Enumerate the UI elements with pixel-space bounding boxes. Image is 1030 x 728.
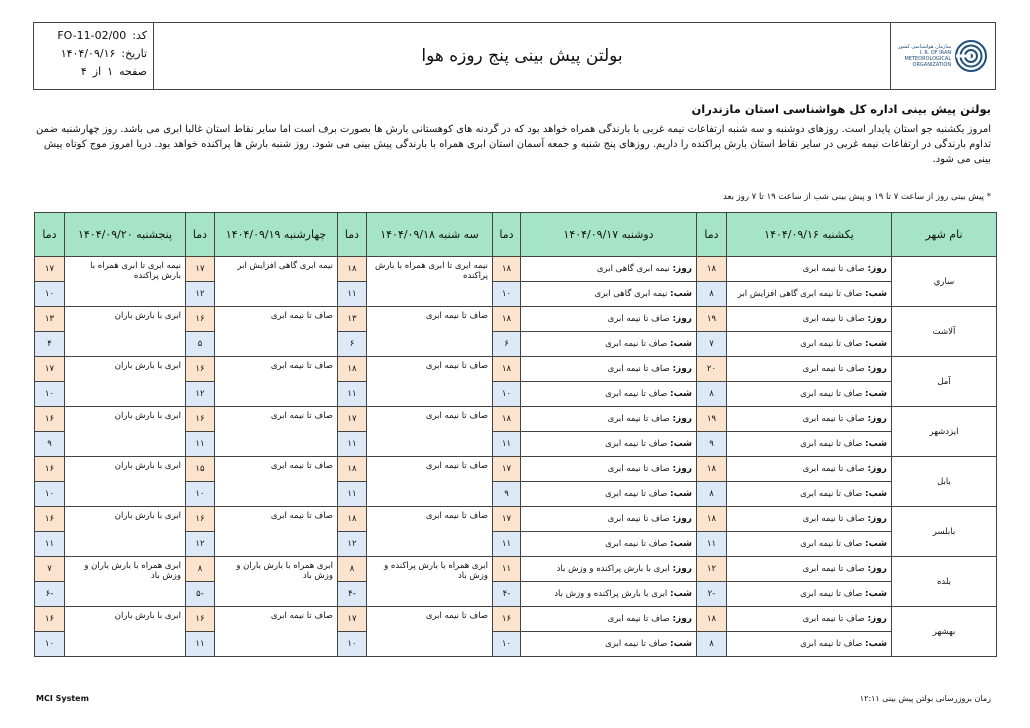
max-temp: ۷ [35, 557, 65, 582]
day-forecast [727, 357, 892, 382]
period-label: شب: [670, 289, 692, 299]
period-label: روز: [672, 564, 692, 574]
min-temp: ۸ [697, 382, 727, 407]
max-temp: ۱۶ [186, 307, 215, 332]
min-temp: ۱۱ [35, 532, 65, 557]
period-label: روز: [867, 614, 887, 624]
min-temp: -۶ [35, 582, 65, 607]
day-forecast [727, 407, 892, 432]
period-label: شب: [670, 389, 692, 399]
day-forecast [521, 557, 697, 582]
night-forecast [521, 632, 697, 657]
min-temp: -۴ [493, 582, 521, 607]
max-temp: ۱۳ [35, 307, 65, 332]
max-temp: ۱۸ [697, 457, 727, 482]
max-temp: ۱۷ [35, 357, 65, 382]
forecast-text: ابری با بارش باران [65, 307, 186, 357]
min-temp: ۸ [697, 282, 727, 307]
min-temp: ۱۱ [493, 432, 521, 457]
forecast-text: صاف تا نیمه ابری [367, 407, 493, 457]
min-temp: ۶ [493, 332, 521, 357]
max-temp: ۱۸ [493, 357, 521, 382]
night-forecast [521, 282, 697, 307]
max-temp: ۲۰ [697, 357, 727, 382]
city-name: آلاشت [892, 307, 997, 357]
day-header-tuesday: سه شنبه ۱۴۰۴/۰۹/۱۸ [367, 213, 493, 257]
min-temp: -۴ [338, 582, 367, 607]
min-temp: ۱۰ [186, 482, 215, 507]
period-label: روز: [672, 514, 692, 524]
footer [36, 694, 991, 703]
forecast-text: صاف تا نیمه ابری [367, 307, 493, 357]
period-label: شب: [865, 639, 887, 649]
night-forecast [727, 632, 892, 657]
max-temp: ۱۶ [35, 507, 65, 532]
forecast-text: صاف تا نیمه ابری [605, 439, 668, 449]
min-temp: ۱۲ [186, 282, 215, 307]
forecast-text: ابری با بارش باران [65, 357, 186, 407]
max-temp: ۱۹ [697, 307, 727, 332]
min-temp: ۱۱ [493, 532, 521, 557]
max-temp: ۱۶ [186, 407, 215, 432]
period-label: شب: [865, 339, 887, 349]
min-temp: ۹ [35, 432, 65, 457]
city-column-header: نام شهر [892, 213, 997, 257]
max-temp: ۱۵ [186, 457, 215, 482]
table-row [35, 307, 997, 332]
forecast-text: صاف تا نیمه ابری [800, 339, 863, 349]
max-temp: ۱۶ [35, 607, 65, 632]
city-name: بابلسر [892, 507, 997, 557]
day-forecast [727, 507, 892, 532]
forecast-text: صاف تا نیمه ابری [215, 607, 338, 657]
page-label: صفحه [119, 65, 147, 78]
min-temp: ۹ [493, 482, 521, 507]
period-label: روز: [672, 314, 692, 324]
bulletin-summary [36, 102, 991, 167]
forecast-text: نیمه ابری گاهی ابری [594, 289, 668, 299]
city-name: بهشهر [892, 607, 997, 657]
min-temp: ۹ [697, 432, 727, 457]
min-temp: ۱۰ [35, 632, 65, 657]
day-forecast [521, 407, 697, 432]
forecast-text: صاف تا نیمه ابری [215, 357, 338, 407]
day-forecast [727, 457, 892, 482]
forecast-text: صاف تا نیمه ابری [607, 414, 670, 424]
forecast-text: صاف تا نیمه ابری [605, 639, 668, 649]
max-temp: ۱۸ [338, 457, 367, 482]
min-temp: ۵ [186, 332, 215, 357]
min-temp: -۵ [186, 582, 215, 607]
min-temp: ۱۱ [338, 282, 367, 307]
forecast-text: نیمه ابری گاهی ابری [596, 264, 670, 274]
day-forecast [521, 257, 697, 282]
forecast-text: صاف تا نیمه ابری [215, 307, 338, 357]
min-temp: ۱۰ [493, 632, 521, 657]
period-label: شب: [670, 339, 692, 349]
update-time: زمان بروزرسانی بولتن پیش بینی ۱۲:۱۱ [859, 694, 991, 703]
forecast-text: صاف تا نیمه ابری [802, 564, 865, 574]
max-temp: ۱۸ [338, 357, 367, 382]
forecast-text: صاف تا نیمه ابری [367, 357, 493, 407]
period-label: شب: [865, 589, 887, 599]
system-name: MCI System [36, 694, 89, 703]
max-temp: ۱۷ [493, 457, 521, 482]
forecast-text: نیمه ابری گاهی افزایش ابر [215, 257, 338, 307]
forecast-text: ابری با بارش باران [65, 507, 186, 557]
max-temp: ۱۸ [493, 307, 521, 332]
page-title: بولتن پیش بینی پنج روزه هوا [421, 46, 623, 66]
max-temp: ۱۷ [338, 407, 367, 432]
day-forecast [727, 257, 892, 282]
forecast-text: صاف تا نیمه ابری [367, 507, 493, 557]
min-temp: ۱۱ [338, 432, 367, 457]
forecast-text: صاف تا نیمه ابری گاهی افزایش ابر [737, 289, 863, 299]
forecast-text: ابری با بارش باران [65, 457, 186, 507]
max-temp: ۱۶ [493, 607, 521, 632]
temp-header: دما [338, 213, 367, 257]
city-name: آمل [892, 357, 997, 407]
forecast-text: صاف تا نیمه ابری [367, 457, 493, 507]
max-temp: ۱۸ [697, 607, 727, 632]
night-forecast [727, 282, 892, 307]
bulletin-body: امروز یکشنبه جو استان پایدار است. روزهای دوشنبه و سه شنبه ارتفاعات نیمه غربی با بارندگی همراه خواهد بود که در گردنه های کوهستانی بارش ها بصورت برف است اما سایر نقاط استان غالبا ابری می باشد. روز چهارشنبه ضمن تداوم بارندگی در ارتفاعات نیمه غربی در سایر نقاط استان بارش پراکنده را داریم. روزهای پنج شنبه و جمعه آسمان استان ابری همراه با بارندگی پیش بینی می شود. روز شنبه بارش ها پراکنده خواهد بود. دریا امروز موج کوتاه پیش بینی می شود. [36, 124, 991, 165]
max-temp: ۱۶ [186, 507, 215, 532]
day-forecast [521, 457, 697, 482]
forecast-text: صاف تا نیمه ابری [802, 364, 865, 374]
table-row [35, 257, 997, 282]
period-label: روز: [672, 614, 692, 624]
min-temp: ۱۰ [493, 382, 521, 407]
min-temp: ۱۰ [338, 632, 367, 657]
document-meta [34, 23, 154, 89]
max-temp: ۱۷ [35, 257, 65, 282]
forecast-text: ابری همراه با بارش باران و وزش باد [215, 557, 338, 607]
table-header-row [35, 213, 997, 257]
max-temp: ۸ [186, 557, 215, 582]
day-header-thursday: پنجشنبه ۱۴۰۴/۰۹/۲۰ [65, 213, 186, 257]
period-label: روز: [867, 464, 887, 474]
min-temp: ۱۰ [35, 482, 65, 507]
forecast-text: صاف تا نیمه ابری [802, 264, 865, 274]
forecast-text: صاف تا نیمه ابری [607, 464, 670, 474]
temp-header: دما [186, 213, 215, 257]
table-row [35, 507, 997, 532]
forecast-text: صاف تا نیمه ابری [802, 514, 865, 524]
bulletin-title: بولتن پیش بینی اداره کل هواشناسی استان مازندران [691, 102, 991, 116]
period-label: روز: [672, 264, 692, 274]
temp-header: دما [493, 213, 521, 257]
forecast-text: صاف تا نیمه ابری [605, 539, 668, 549]
forecast-text: صاف تا نیمه ابری [367, 607, 493, 657]
forecast-text: نیمه ابری تا ابری همراه با بارش پراکنده [65, 257, 186, 307]
max-temp: ۱۷ [493, 507, 521, 532]
date-label: تاریخ: [121, 47, 147, 60]
day-forecast [727, 557, 892, 582]
night-forecast [727, 482, 892, 507]
table-row [35, 457, 997, 482]
day-forecast [521, 357, 697, 382]
forecast-text: صاف تا نیمه ابری [605, 489, 668, 499]
day-header-sunday: یکشنبه ۱۴۰۴/۰۹/۱۶ [727, 213, 892, 257]
min-temp: ۱۰ [493, 282, 521, 307]
forecast-text: صاف تا نیمه ابری [605, 339, 668, 349]
min-temp: ۱۱ [338, 482, 367, 507]
period-label: روز: [867, 414, 887, 424]
forecast-text: صاف تا نیمه ابری [802, 414, 865, 424]
day-header-wednesday: چهارشنبه ۱۴۰۴/۰۹/۱۹ [215, 213, 338, 257]
forecast-text: صاف تا نیمه ابری [215, 457, 338, 507]
forecast-text: صاف تا نیمه ابری [607, 314, 670, 324]
forecast-text: صاف تا نیمه ابری [607, 364, 670, 374]
forecast-text: ابری با بارش باران [65, 407, 186, 457]
min-temp: ۱۱ [338, 382, 367, 407]
forecast-text: ابری با بارش باران [65, 607, 186, 657]
table-row [35, 407, 997, 432]
forecast-text: صاف تا نیمه ابری [607, 614, 670, 624]
city-name: بلده [892, 557, 997, 607]
min-temp: ۷ [697, 332, 727, 357]
forecast-text: ابری همراه با بارش پراکنده و وزش باد [367, 557, 493, 607]
date-value: ۱۴۰۴/۰۹/۱۶ [60, 47, 116, 60]
page-value: ۱ [107, 65, 114, 78]
night-forecast [521, 532, 697, 557]
period-label: روز: [867, 264, 887, 274]
city-name: ساري [892, 257, 997, 307]
table-row [35, 607, 997, 632]
forecast-text: نیمه ابری تا ابری همراه با بارش پراکنده [367, 257, 493, 307]
period-label: روز: [867, 514, 887, 524]
max-temp: ۱۸ [697, 257, 727, 282]
logo [890, 23, 995, 89]
night-forecast [521, 482, 697, 507]
logo-text: سازمان هواشناسی کشور I. R. OF IRAN METEOROLOGICAL ORGANIZATION [897, 44, 952, 68]
bulletin-header [33, 22, 996, 90]
forecast-text: صاف تا نیمه ابری [802, 314, 865, 324]
temp-header: دما [697, 213, 727, 257]
min-temp: ۱۲ [186, 532, 215, 557]
night-forecast [727, 582, 892, 607]
forecast-time-note: * پیش بینی روز از ساعت ۷ تا ۱۹ و پیش بینی شب از ساعت ۱۹ تا ۷ روز بعد [723, 192, 991, 202]
forecast-text: صاف تا نیمه ابری [800, 639, 863, 649]
city-name: بابل [892, 457, 997, 507]
period-label: روز: [867, 364, 887, 374]
max-temp: ۱۹ [697, 407, 727, 432]
period-label: روز: [672, 414, 692, 424]
meteorological-organization-logo-icon [954, 39, 988, 73]
night-forecast [521, 582, 697, 607]
max-temp: ۱۸ [493, 407, 521, 432]
min-temp: ۱۰ [35, 282, 65, 307]
code-value: FO-11-02/00 [57, 29, 127, 42]
period-label: روز: [672, 364, 692, 374]
min-temp: ۱۰ [35, 382, 65, 407]
period-label: شب: [865, 439, 887, 449]
min-temp: ۸ [697, 482, 727, 507]
night-forecast [727, 432, 892, 457]
day-forecast [521, 507, 697, 532]
temp-header: دما [35, 213, 65, 257]
forecast-text: صاف تا نیمه ابری [800, 589, 863, 599]
forecast-text: صاف تا نیمه ابری [605, 389, 668, 399]
min-temp: ۱۲ [186, 382, 215, 407]
day-forecast [727, 307, 892, 332]
max-temp: ۱۶ [35, 457, 65, 482]
night-forecast [727, 382, 892, 407]
max-temp: ۸ [338, 557, 367, 582]
max-temp: ۱۲ [697, 557, 727, 582]
period-label: شب: [670, 539, 692, 549]
period-label: شب: [670, 489, 692, 499]
min-temp: ۱۱ [186, 432, 215, 457]
period-label: روز: [672, 464, 692, 474]
forecast-text: صاف تا نیمه ابری [800, 389, 863, 399]
period-label: شب: [865, 489, 887, 499]
day-forecast [727, 607, 892, 632]
max-temp: ۱۳ [338, 307, 367, 332]
max-temp: ۱۱ [493, 557, 521, 582]
day-forecast [521, 607, 697, 632]
max-temp: ۱۶ [186, 607, 215, 632]
max-temp: ۱۸ [493, 257, 521, 282]
forecast-text: صاف تا نیمه ابری [800, 539, 863, 549]
period-label: روز: [867, 314, 887, 324]
forecast-text: صاف تا نیمه ابری [802, 614, 865, 624]
min-temp: ۱۲ [338, 532, 367, 557]
min-temp: ۸ [697, 632, 727, 657]
min-temp: ۴ [35, 332, 65, 357]
city-name: ایزدشهر [892, 407, 997, 457]
day-forecast [521, 307, 697, 332]
day-header-monday: دوشنبه ۱۴۰۴/۰۹/۱۷ [521, 213, 697, 257]
period-label: شب: [670, 639, 692, 649]
max-temp: ۱۸ [697, 507, 727, 532]
night-forecast [521, 332, 697, 357]
forecast-text: صاف تا نیمه ابری [215, 507, 338, 557]
max-temp: ۱۸ [338, 507, 367, 532]
night-forecast [521, 432, 697, 457]
min-temp: ۱۱ [697, 532, 727, 557]
min-temp: ۶ [338, 332, 367, 357]
night-forecast [727, 332, 892, 357]
forecast-text: صاف تا نیمه ابری [800, 489, 863, 499]
page-total: ۴ [80, 65, 87, 78]
max-temp: ۱۷ [338, 607, 367, 632]
forecast-text: صاف تا نیمه ابری [800, 439, 863, 449]
forecast-text: صاف تا نیمه ابری [607, 514, 670, 524]
period-label: شب: [865, 289, 887, 299]
period-label: شب: [865, 539, 887, 549]
min-temp: -۲ [697, 582, 727, 607]
forecast-text: صاف تا نیمه ابری [215, 407, 338, 457]
max-temp: ۱۷ [186, 257, 215, 282]
period-label: روز: [867, 564, 887, 574]
forecast-text: ابری همراه با بارش باران و وزش باد [65, 557, 186, 607]
night-forecast [727, 532, 892, 557]
night-forecast [521, 382, 697, 407]
min-temp: ۱۱ [186, 632, 215, 657]
page-of: از [92, 65, 102, 78]
period-label: شب: [670, 439, 692, 449]
forecast-text: صاف تا نیمه ابری [802, 464, 865, 474]
period-label: شب: [865, 389, 887, 399]
forecast-table [34, 212, 997, 657]
forecast-text: ابری با بارش پراکنده و وزش باد [556, 564, 670, 574]
max-temp: ۱۶ [35, 407, 65, 432]
max-temp: ۱۶ [186, 357, 215, 382]
code-label: کد: [132, 29, 147, 42]
forecast-text: ابری با بارش پراکنده و وزش باد [554, 589, 668, 599]
period-label: شب: [670, 589, 692, 599]
table-row [35, 357, 997, 382]
max-temp: ۱۸ [338, 257, 367, 282]
table-row [35, 557, 997, 582]
